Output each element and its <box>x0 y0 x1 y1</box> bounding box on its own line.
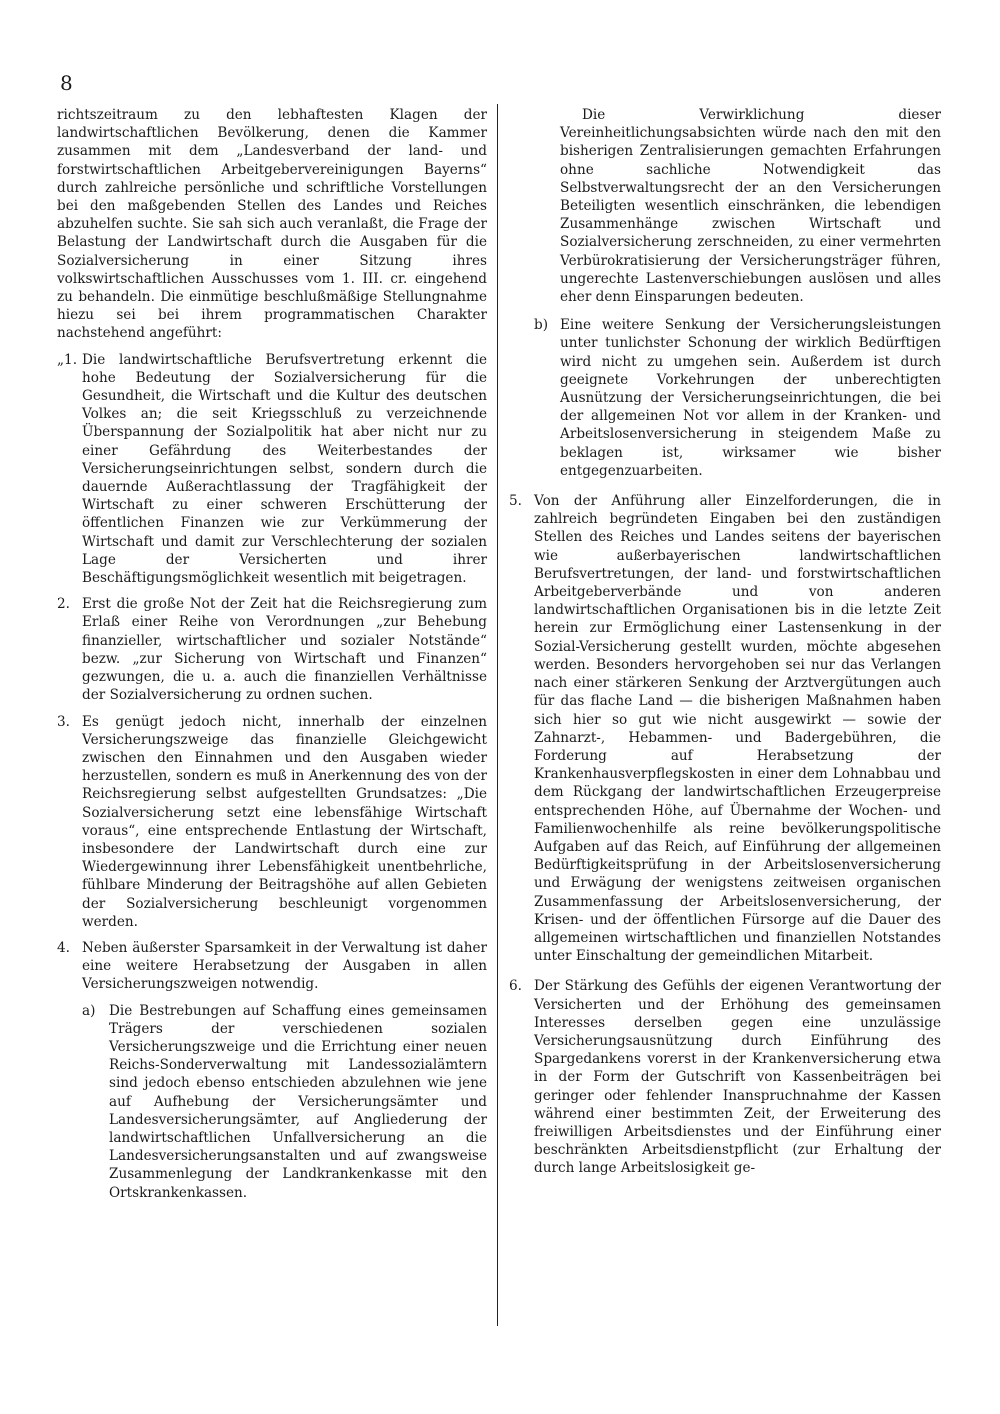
item-number: 4. <box>57 939 70 956</box>
item-number: 5. <box>509 493 522 510</box>
sub-item-a-continuation-block <box>509 106 941 306</box>
sub-item-label: b) <box>534 317 549 334</box>
left-column <box>57 106 487 1202</box>
item-text: Es genügt jedoch nicht, innerhalb der einzelnen Versicherungszweige das finanzielle Gleichgewicht zwischen den Einnahmen und den Ausgaben wieder herzustellen, sondern es muß in Anerkennung des von der Reichsregierung selbst aufgestellten Grundsatzes: „Die Sozialversicherung setzt eine lebensfähige Wirtschaft voraus“, eine entsprechende Entlastung der Wirtschaft, insbesondere der Landwirtschaft durch eine zur Wiedergewinnung ihrer Lebensfähigkeit unentbehrliche, fühlbare Minderung der Beitragshöhe auf allen Gebieten der Sozialversicherung beschleunigt vorgenommen werden. <box>82 713 487 930</box>
list-item-4 <box>57 939 487 1202</box>
item-number: „1. <box>57 351 78 368</box>
item-text: Der Stärkung des Gefühls der eigenen Verantwortung der Versicherten und der Erhöhung des gemeinsamen Interesses derselben gegen eine unzulässige Versicherungsausnützung durch Einführung des Spargedankens vorerst in der Krankenversicherung etwa in der Form der Gutschrift von Kassenbeiträgen bei geringer oder fehlender Inanspruchnahme der Kassen während einer bestimmten Zeit, der Erweiterung des freiwilligen Arbeitsdienstes und der Einführung einer beschränkten Arbeitsdienstpflicht (zur Erhaltung der durch lange Arbeitslosigkeit ge- <box>534 978 941 1177</box>
sub-item-text: Die Bestrebungen auf Schaffung eines gemeinsamen Trägers der verschiedenen sozialen Versicherungszweige und die Errichtung einer neuen Reichs-Sonderverwaltung mit Landessozialämtern sind jedoch ebenso entschieden abzulehnen wie jene auf Aufhebung der Versicherungsämter und Landesversicherungsämter, auf Angliederung der landwirtschaftlichen Unfallversicherung an die Landesversicherungsanstalten und auf zwangsweise Zusammenlegung der Landkrankenkasse mit den Ortskrankenkassen. <box>109 1002 487 1201</box>
sub-item-a <box>82 1002 487 1202</box>
list-item-1 <box>57 351 487 588</box>
item-text: Erst die große Not der Zeit hat die Reichsregierung zum Erlaß einer Reihe von Verordnungen „zur Behebung finanzieller, wirtschaftlicher und sozialer Notstände“ bezw. „zur Sicherung von Wirtschaft und Finanzen“ gezwungen, die u. a. auch die finanziellen Verhältnisse der Sozialversicherung zu ordnen suchen. <box>82 596 487 704</box>
item-text: Neben äußerster Sparsamkeit in der Verwaltung ist daher eine weitere Herabsetzung der Ausgaben in allen Versicherungszweigen notwendig. <box>82 939 487 993</box>
item-text: Von der Anführung aller Einzelforderungen, die in zahlreich begründeten Eingaben bei den zuständigen Stellen des Reiches und Landes seitens der bayerischen wie außerbayerischen landwirtschaftlichen Berufsvertretungen, der land- und forstwirtschaftlichen Arbeitgeberverbände und von anderen landwirtschaftlichen Organisationen bis in die letzte Zeit herein zur Ermöglichung einer Lastensenkung in der Sozial-Versicherung gestellt wurden, möchte abgesehen werden. Besonders hervorgehoben sei nur das Verlangen nach einer stärkeren Senkung der Arztvergütungen auch für das flache Land — die bisherigen Maßnahmen haben sich hier so gut wie nicht ausgewirkt — sowie der Zahnarzt-, Hebammen- und Badergebühren, die Forderung auf Herabsetzung der Krankenhausverpflegskosten in einer dem Lohnabbau und dem Rückgang der landwirtschaftlichen Erzeugerpreise entsprechenden Höhe, auf Übernahme der Wochen- und Familienwochenhilfe als reine bevölkerungspolitische Aufgaben auf das Reich, auf Einführung der allgemeinen Bedürftigkeitsprüfung in der Arbeitslosenversicherung und Erwägung der wenigstens zeitweisen organischen Zusammenfassung der Arbeitslosenversicherung, der Krisen- und der öffentlichen Fürsorge auf die Dauer des allgemeinen wirtschaftlichen und finanziellen Notstandes unter Einschaltung der gemeindlichen Mitarbeit. <box>534 493 941 965</box>
sub-item-a-continuation: Die Verwirklichung dieser Vereinheitlichungsabsichten würde nach den mit den bisherigen Zentralisierungen gemachten Erfahrungen ohne sachliche Notwendigkeit das Selbstverwaltungsrecht der an den Versicherungen Beteiligten wesentlich einschränken, die lebendigen Zusammenhänge zwischen Wirtschaft und Sozialversicherung zerschneiden, zu einer vermehrten Verbürokratisierung der Versicherungsträger führen, ungerechte Lastenverschiebungen auslösen und alles eher denn Einsparungen bedeuten. <box>560 107 941 306</box>
right-column <box>509 106 941 1178</box>
item-number: 6. <box>509 978 522 995</box>
sub-item-label: a) <box>82 1002 96 1019</box>
item-number: 2. <box>57 596 70 613</box>
item-text: Die landwirtschaftliche Berufsvertretung erkennt die hohe Bedeutung der Sozialversicherung für die Gesundheit, die Wirtschaft und die Kultur des deutschen Volkes an; die seit Kriegsschluß zu verzeichnende Überspannung der Sozialpolitik hat aber nicht nur zu einer Gefährdung des Weiterbestandes der Versicherungseinrichtungen selbst, sondern durch die dauernde Außerachtlassung der Tragfähigkeit der Wirtschaft zu einer schweren Erschütterung der öffentlichen Finanzen wie zur Verkümmerung der Wirtschaft und damit zur Verschlechterung der sozialen Lage der Versicherten und ihrer Beschäftigungsmöglichkeit wesentlich mit beigetragen. <box>82 351 487 587</box>
sub-item-text: Eine weitere Senkung der Versicherungsleistungen unter tunlichster Schonung der wirklich Bedürftigen wird nicht zu umgehen sein. Außerdem ist durch geeignete Vorkehrungen der unberechtigten Ausnützung der Versicherungseinrichtungen, die bei der allgemeinen Not vor allem in der Kranken- und Arbeitslosenversicherung in steigendem Maße zu beklagen ist, wirksamer wie bisher entgegenzuarbeiten. <box>560 317 941 479</box>
sub-item-b <box>534 316 941 480</box>
list-item-2 <box>57 595 487 704</box>
page-number: 8 <box>60 71 73 95</box>
item-number: 3. <box>57 713 70 730</box>
list-item-6 <box>509 977 941 1177</box>
intro-paragraph: richtszeitraum zu den lebhaftesten Klagen der landwirtschaftlichen Bevölkerung, denen die Kammer zusammen mit dem „Landesverband der land- und forstwirtschaftlichen Arbeitgebervereinigungen Bayerns“ durch zahlreiche persönliche und schriftliche Vorstellungen bei den maßgebenden Stellen des Landes und Reiches abzuhelfen suchte. Sie sah sich auch veranlaßt, die Frage der Belastung der Landwirtschaft durch die Ausgaben für die Sozialversicherung in einer Sitzung ihres volkswirtschaftlichen Ausschusses vom 1. III. cr. eingehend zu behandeln. Die einmütige beschlußmäßige Stellungnahme hiezu sei bei ihrem programmatischen Charakter nachstehend angeführt: <box>57 107 487 342</box>
list-item-3 <box>57 713 487 931</box>
list-item-5 <box>509 492 941 965</box>
column-divider <box>497 104 498 1326</box>
